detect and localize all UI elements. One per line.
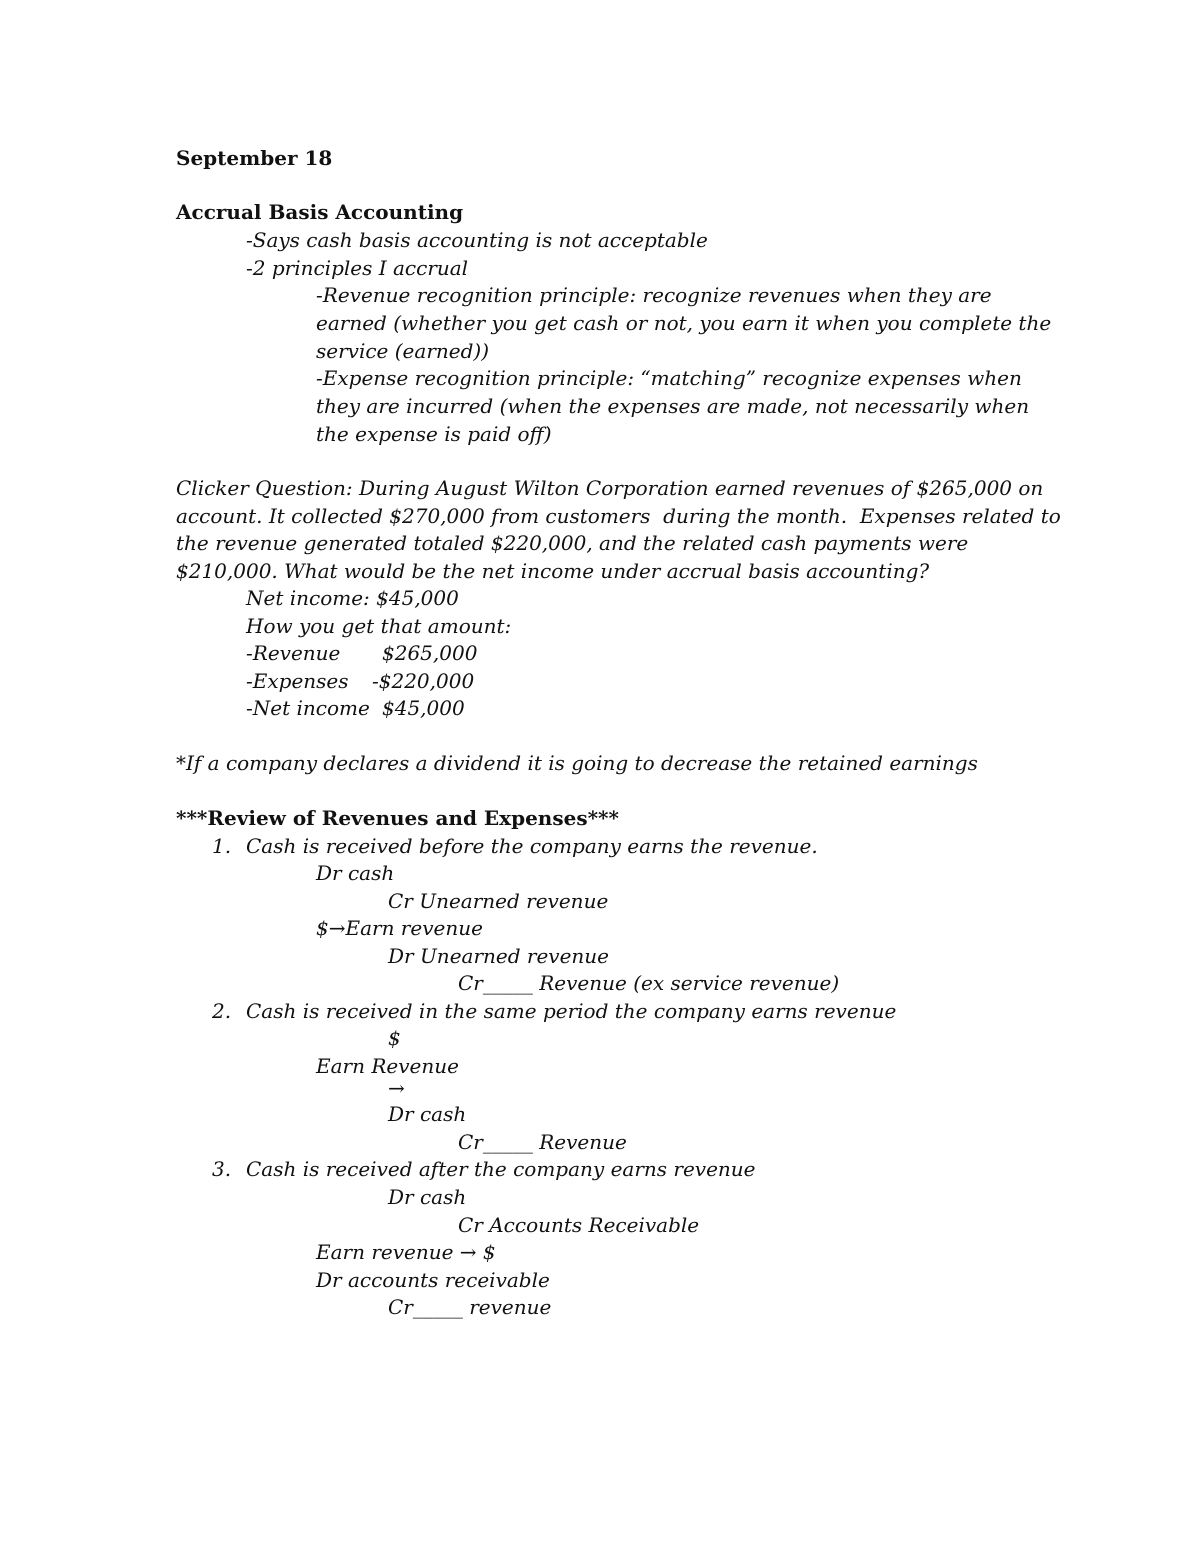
expense-principle-line: the expense is paid off) xyxy=(316,422,552,446)
list-number: 2. xyxy=(212,999,232,1023)
date-heading: September 18 xyxy=(176,146,333,170)
calc-value: -$220,000 xyxy=(372,669,475,693)
accrual-heading: Accrual Basis Accounting xyxy=(176,200,464,224)
clicker-question-line: $210,000. What would be the net income under accrual basis accounting? xyxy=(176,559,930,583)
review-heading: ***Review of Revenues and Expenses*** xyxy=(176,806,619,830)
journal-line: Dr accounts receivable xyxy=(316,1268,550,1292)
calc-value: $45,000 xyxy=(382,696,465,720)
list-number: 3. xyxy=(212,1157,232,1181)
accrual-line: -Says cash basis accounting is not acceptable xyxy=(246,228,708,252)
list-number: 1. xyxy=(212,834,232,858)
journal-line: Cr Unearned revenue xyxy=(388,889,609,913)
journal-line: Earn Revenue xyxy=(316,1054,459,1078)
journal-line: Dr cash xyxy=(388,1185,467,1209)
expense-principle-line: -Expense recognition principle: “matching” recognize expenses when xyxy=(316,366,1022,390)
clicker-question-line: account. It collected $270,000 from customers during the month. Expenses related to xyxy=(176,504,1061,528)
calc-label: -Net income xyxy=(246,696,370,720)
calc-value: $265,000 xyxy=(382,641,478,665)
list-item-text: Cash is received before the company earns the revenue. xyxy=(246,834,818,858)
accrual-line: -2 principles I accrual xyxy=(246,256,469,280)
journal-line: Earn revenue → $ xyxy=(316,1240,496,1264)
expense-principle-line: they are incurred (when the expenses are made, not necessarily when xyxy=(316,394,1030,418)
journal-line: Cr_____ revenue xyxy=(388,1295,552,1319)
journal-line: Cr_____ Revenue xyxy=(458,1130,627,1154)
clicker-answer: Net income: $45,000 xyxy=(246,586,459,610)
calc-label: -Revenue xyxy=(246,641,341,665)
revenue-principle-line: -Revenue recognition principle: recognize revenues when they are xyxy=(316,283,992,307)
journal-line: Cr_____ Revenue (ex service revenue) xyxy=(458,971,840,995)
clicker-question-line: the revenue generated totaled $220,000, and the related cash payments were xyxy=(176,531,969,555)
journal-line: Dr cash xyxy=(388,1102,467,1126)
journal-line: $→Earn revenue xyxy=(316,916,483,940)
list-item-text: Cash is received in the same period the company earns revenue xyxy=(246,999,897,1023)
journal-line: $ xyxy=(388,1026,401,1050)
clicker-how: How you get that amount: xyxy=(246,614,512,638)
journal-line: Cr Accounts Receivable xyxy=(458,1213,700,1237)
arrow-icon: → xyxy=(388,1076,405,1100)
list-item-text: Cash is received after the company earns revenue xyxy=(246,1157,756,1181)
clicker-question-line: Clicker Question: During August Wilton Corporation earned revenues of $265,000 on xyxy=(176,476,1044,500)
journal-line: Dr cash xyxy=(316,861,395,885)
revenue-principle-line: earned (whether you get cash or not, you earn it when you complete the xyxy=(316,311,1052,335)
revenue-principle-line: service (earned)) xyxy=(316,339,489,363)
dividend-note: *If a company declares a dividend it is going to decrease the retained earnings xyxy=(176,751,978,775)
journal-line: Dr Unearned revenue xyxy=(388,944,610,968)
calc-label: -Expenses xyxy=(246,669,349,693)
